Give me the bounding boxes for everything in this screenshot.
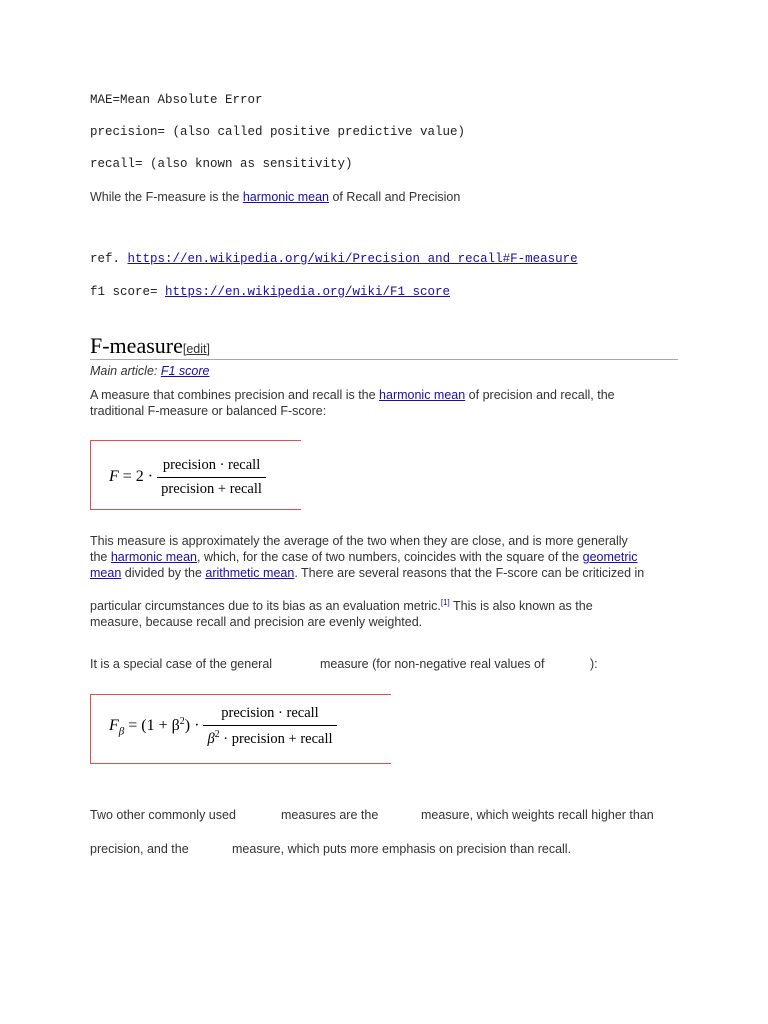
f1-link[interactable]: https://en.wikipedia.org/wiki/F1_score — [165, 285, 451, 299]
formula-f1-box — [90, 440, 301, 510]
citation-1[interactable]: [1] — [440, 598, 450, 607]
para2-line-5: measure, because recall and precision are evenly weighted. — [90, 615, 423, 629]
heading-rule — [90, 359, 678, 360]
para2-text-2: the — [90, 550, 111, 564]
fmeasure-note-prefix: While the F-measure is the — [90, 190, 243, 204]
para2-line-4 — [90, 598, 593, 613]
formula-f1-eq: = 2 · — [118, 468, 158, 486]
intro-line-1 — [90, 388, 615, 402]
intro-text-2: of precision and recall, the — [465, 388, 615, 402]
main-article — [90, 364, 210, 378]
formula-fbeta-eq: = (1 + β — [124, 717, 180, 735]
section-title: F-measure — [90, 333, 183, 358]
para3-text-3: ): — [590, 657, 598, 671]
formula-fbeta-sub: β — [118, 725, 125, 738]
formula-fbeta — [109, 705, 337, 748]
para4-text-3: measure, which weights recall higher than — [421, 808, 654, 822]
section-heading — [90, 333, 210, 359]
para3-text-1: It is a special case of the general — [90, 657, 273, 671]
formula-fbeta-box — [90, 694, 391, 764]
para2-text-4: divided by the — [121, 566, 206, 580]
para2-line-3 — [90, 566, 644, 580]
fmeasure-note-suffix: of Recall and Precision — [329, 190, 461, 204]
intro-line-2: traditional F-measure or balanced F-score: — [90, 404, 327, 418]
f1-note — [90, 285, 450, 299]
formula-fbeta-den-sq: 2 — [214, 729, 220, 740]
mae-note: MAE=Mean Absolute Error — [90, 93, 263, 107]
main-article-prefix: Main article: — [90, 364, 161, 378]
formula-fbeta-den-rest: · precision + recall — [219, 730, 333, 747]
formula-f1-fraction — [157, 457, 266, 498]
f1-score-link[interactable]: F1 score — [160, 364, 210, 378]
formula-f1 — [109, 457, 266, 498]
formula-f1-denominator: precision + recall — [161, 481, 262, 497]
para2-line-2 — [90, 550, 638, 564]
para3-text-2: measure (for non-negative real values of — [320, 657, 545, 671]
para2-text-7: This is also known as the — [449, 599, 593, 614]
harmonic-mean-link[interactable]: harmonic mean — [242, 190, 329, 204]
edit-link[interactable]: edit — [186, 342, 207, 356]
para4-text-1: Two other commonly used — [90, 808, 236, 822]
para2-harmonic-mean-link[interactable]: harmonic mean — [110, 550, 198, 564]
formula-fbeta-lhs: F — [109, 717, 119, 735]
para2-text-6: particular circumstances due to its bias as an evaluation metric. — [90, 599, 441, 614]
para2-line-1: This measure is approximately the average of the two when they are close, and is more generally — [90, 534, 628, 548]
arithmetic-mean-link[interactable]: arithmetic mean — [205, 566, 295, 580]
recall-note: recall= (also known as sensitivity) — [90, 157, 353, 171]
geometric-mean-link-cont[interactable]: mean — [90, 566, 122, 580]
formula-fbeta-fraction — [203, 705, 336, 748]
formula-f1-lhs: F — [109, 468, 119, 486]
para4-text-5: measure, which puts more emphasis on precision than recall. — [232, 842, 572, 856]
formula-f1-numerator: precision · recall — [157, 457, 266, 478]
para4-text-4: precision, and the — [90, 842, 189, 856]
formula-fbeta-sq: 2 — [179, 715, 185, 727]
geometric-mean-link[interactable]: geometric — [582, 550, 638, 564]
intro-text-1: A measure that combines precision and recall is the — [90, 388, 380, 402]
formula-fbeta-numerator: precision · recall — [203, 705, 336, 726]
edit-bracket-close: ] — [206, 342, 210, 356]
ref-note — [90, 252, 578, 266]
formula-fbeta-den-beta: β — [207, 730, 215, 747]
ref-link[interactable]: https://en.wikipedia.org/wiki/Precision_and_recall#F-measure — [127, 252, 578, 266]
fmeasure-note — [90, 190, 460, 204]
para2-text-3: , which, for the case of two numbers, coincides with the square of the — [197, 550, 583, 564]
precision-note: precision= (also called positive predictive value) — [90, 125, 466, 139]
edit-bracket-open: [ — [182, 342, 187, 356]
intro-harmonic-mean-link[interactable]: harmonic mean — [379, 388, 466, 402]
formula-fbeta-eq2: ) · — [184, 717, 204, 735]
para2-text-5: . There are several reasons that the F-score can be criticized in — [294, 566, 645, 580]
formula-fbeta-denominator — [203, 726, 336, 748]
para4-text-2: measures are the — [281, 808, 379, 822]
ref-label: ref. — [90, 252, 128, 266]
f1-label: f1 score= — [90, 285, 166, 299]
